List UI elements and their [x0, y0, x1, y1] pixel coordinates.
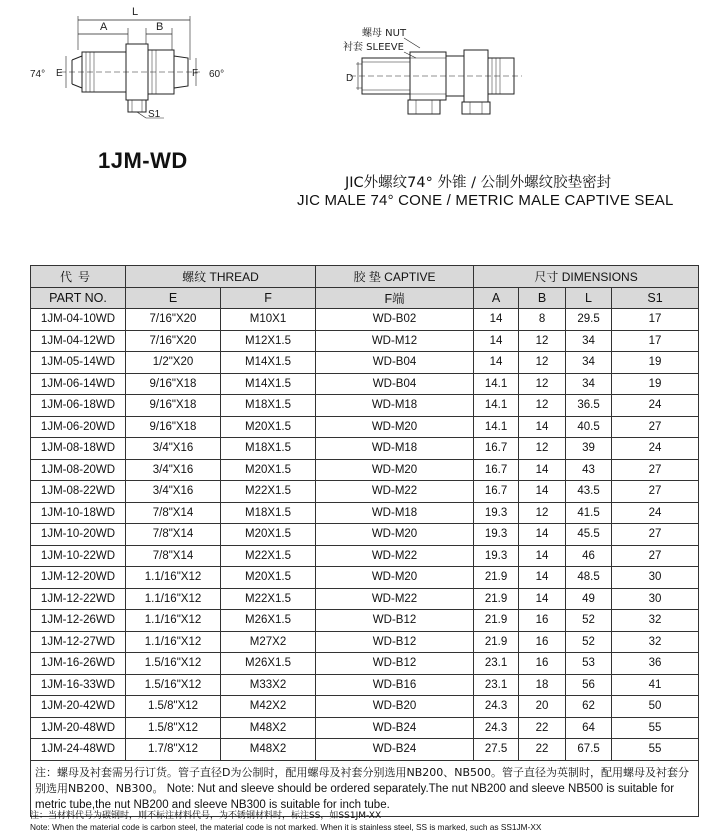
cell-dim-b: 18	[519, 674, 566, 696]
cell-dim-s1: 24	[612, 502, 699, 524]
cell-captive: WD-M20	[316, 459, 474, 481]
cell-thread-e: 1.7/8"X12	[126, 739, 221, 761]
cell-thread-e: 1/2"X20	[126, 352, 221, 374]
cell-dim-l: 48.5	[566, 567, 612, 589]
cell-dim-s1: 27	[612, 416, 699, 438]
cell-dim-s1: 30	[612, 567, 699, 589]
cell-part-no: 1JM-04-12WD	[31, 330, 126, 352]
cell-dim-a: 21.9	[474, 631, 519, 653]
cell-dim-b: 22	[519, 717, 566, 739]
dim-label-S1: S1	[148, 109, 161, 120]
cell-dim-s1: 27	[612, 545, 699, 567]
table-row	[31, 631, 699, 653]
table-row	[31, 696, 699, 718]
cell-thread-e: 7/8"X14	[126, 545, 221, 567]
cell-thread-f: M22X1.5	[221, 481, 316, 503]
table-row	[31, 416, 699, 438]
cell-dim-b: 14	[519, 416, 566, 438]
cell-dim-l: 56	[566, 674, 612, 696]
cell-captive: WD-B16	[316, 674, 474, 696]
cell-part-no: 1JM-20-48WD	[31, 717, 126, 739]
cell-dim-l: 34	[566, 330, 612, 352]
cell-dim-b: 14	[519, 459, 566, 481]
title-english: JIC MALE 74° CONE / METRIC MALE CAPTIVE SEAL	[297, 192, 674, 209]
cell-dim-l: 36.5	[566, 395, 612, 417]
cell-dim-a: 16.7	[474, 438, 519, 460]
cell-captive: WD-M18	[316, 438, 474, 460]
table-row	[31, 653, 699, 675]
cell-dim-a: 14	[474, 352, 519, 374]
table-row	[31, 739, 699, 761]
cell-thread-e: 3/4"X16	[126, 481, 221, 503]
cell-dim-l: 29.5	[566, 309, 612, 331]
cell-dim-a: 21.9	[474, 567, 519, 589]
header-e: E	[126, 287, 221, 309]
table-row	[31, 717, 699, 739]
table-row	[31, 459, 699, 481]
cell-dim-l: 39	[566, 438, 612, 460]
cell-part-no: 1JM-08-20WD	[31, 459, 126, 481]
cell-thread-e: 3/4"X16	[126, 459, 221, 481]
header-row-2	[31, 287, 699, 309]
dim-label-D: D	[346, 73, 354, 84]
cell-dim-s1: 24	[612, 395, 699, 417]
cell-dim-l: 43	[566, 459, 612, 481]
cell-captive: WD-B04	[316, 352, 474, 374]
cell-dim-b: 16	[519, 653, 566, 675]
cell-thread-e: 1.5/8"X12	[126, 717, 221, 739]
cell-thread-e: 9/16"X18	[126, 416, 221, 438]
cell-dim-s1: 55	[612, 739, 699, 761]
header-thread: 螺纹 THREAD	[126, 266, 316, 288]
cell-thread-e: 3/4"X16	[126, 438, 221, 460]
cell-captive: WD-M22	[316, 481, 474, 503]
cell-thread-e: 1.1/16"X12	[126, 567, 221, 589]
note-chinese: 注：螺母及衬套需另行订货。管子直径D为公制时，配用螺母及衬套分别选用NB200、NB500。管子直径为英制时，配用螺母及衬套分别选用NB200、NB300。	[35, 765, 690, 795]
cell-thread-e: 1.5/16"X12	[126, 674, 221, 696]
cell-dim-s1: 30	[612, 588, 699, 610]
footnote-chinese: 注：当材料代号为碳钢时，则不标注材料代号，为不锈钢材料时，标注SS，如SS1JM-XX	[30, 811, 382, 821]
cell-part-no: 1JM-24-48WD	[31, 739, 126, 761]
cell-thread-f: M48X2	[221, 739, 316, 761]
cell-thread-f: M12X1.5	[221, 330, 316, 352]
cell-part-no: 1JM-12-26WD	[31, 610, 126, 632]
cell-dim-a: 27.5	[474, 739, 519, 761]
cell-part-no: 1JM-05-14WD	[31, 352, 126, 374]
cell-thread-e: 9/16"X18	[126, 395, 221, 417]
cell-part-no: 1JM-08-18WD	[31, 438, 126, 460]
header-a: A	[474, 287, 519, 309]
cell-thread-f: M22X1.5	[221, 588, 316, 610]
table-row	[31, 481, 699, 503]
cell-captive: WD-M12	[316, 330, 474, 352]
header-code-cn: 代号	[31, 266, 126, 288]
table-row	[31, 352, 699, 374]
cell-dim-s1: 19	[612, 352, 699, 374]
cell-thread-f: M22X1.5	[221, 545, 316, 567]
table-row	[31, 524, 699, 546]
cell-captive: WD-M20	[316, 524, 474, 546]
cell-thread-f: M20X1.5	[221, 567, 316, 589]
cell-captive: WD-B12	[316, 610, 474, 632]
table-row	[31, 502, 699, 524]
header-dimensions: 尺寸 DIMENSIONS	[474, 266, 699, 288]
cell-part-no: 1JM-10-18WD	[31, 502, 126, 524]
table-row	[31, 588, 699, 610]
cell-captive: WD-B24	[316, 717, 474, 739]
cell-dim-s1: 19	[612, 373, 699, 395]
header-part-no: PART NO.	[31, 287, 126, 309]
cell-thread-f: M18X1.5	[221, 438, 316, 460]
cell-dim-b: 12	[519, 502, 566, 524]
cell-dim-l: 40.5	[566, 416, 612, 438]
header-row-1	[31, 266, 699, 288]
cell-part-no: 1JM-04-10WD	[31, 309, 126, 331]
cell-part-no: 1JM-10-22WD	[31, 545, 126, 567]
cell-dim-l: 43.5	[566, 481, 612, 503]
cell-thread-f: M48X2	[221, 717, 316, 739]
header-b: B	[519, 287, 566, 309]
cell-thread-f: M33X2	[221, 674, 316, 696]
cell-dim-b: 12	[519, 395, 566, 417]
cell-dim-s1: 17	[612, 330, 699, 352]
cell-thread-e: 1.5/16"X12	[126, 653, 221, 675]
cell-dim-l: 52	[566, 610, 612, 632]
table-row	[31, 309, 699, 331]
cell-captive: WD-M22	[316, 545, 474, 567]
cell-dim-s1: 36	[612, 653, 699, 675]
cell-dim-l: 52	[566, 631, 612, 653]
cell-dim-b: 8	[519, 309, 566, 331]
cell-dim-b: 12	[519, 373, 566, 395]
cell-dim-l: 64	[566, 717, 612, 739]
title-chinese: JIC外螺纹74° 外锥 / 公制外螺纹胶垫密封	[345, 175, 612, 191]
dim-label-E: E	[56, 68, 63, 79]
cell-dim-a: 24.3	[474, 696, 519, 718]
cell-captive: WD-M18	[316, 502, 474, 524]
cell-part-no: 1JM-20-42WD	[31, 696, 126, 718]
header-f-end: F端	[316, 287, 474, 309]
cell-dim-b: 14	[519, 524, 566, 546]
cell-thread-e: 1.1/16"X12	[126, 610, 221, 632]
cell-thread-f: M20X1.5	[221, 459, 316, 481]
header-f: F	[221, 287, 316, 309]
cell-thread-f: M27X2	[221, 631, 316, 653]
cell-dim-b: 14	[519, 481, 566, 503]
cell-thread-e: 1.1/16"X12	[126, 588, 221, 610]
cell-dim-s1: 50	[612, 696, 699, 718]
cell-dim-b: 22	[519, 739, 566, 761]
cell-thread-f: M42X2	[221, 696, 316, 718]
cell-dim-b: 16	[519, 631, 566, 653]
cell-dim-a: 21.9	[474, 610, 519, 632]
cell-dim-b: 16	[519, 610, 566, 632]
cell-captive: WD-B04	[316, 373, 474, 395]
cell-dim-s1: 55	[612, 717, 699, 739]
cell-part-no: 1JM-10-20WD	[31, 524, 126, 546]
dim-label-A: A	[100, 21, 108, 33]
dim-label-F: F	[192, 68, 199, 79]
cell-captive: WD-B12	[316, 631, 474, 653]
cell-part-no: 1JM-08-22WD	[31, 481, 126, 503]
table-row	[31, 674, 699, 696]
cell-dim-a: 24.3	[474, 717, 519, 739]
cell-thread-f: M14X1.5	[221, 352, 316, 374]
cell-dim-a: 14	[474, 309, 519, 331]
cell-thread-e: 7/8"X14	[126, 502, 221, 524]
cell-dim-a: 23.1	[474, 653, 519, 675]
cell-dim-a: 21.9	[474, 588, 519, 610]
cell-dim-l: 62	[566, 696, 612, 718]
table-row	[31, 373, 699, 395]
cell-part-no: 1JM-12-27WD	[31, 631, 126, 653]
table-row	[31, 545, 699, 567]
sleeve-label: 衬套 SLEEVE	[343, 42, 404, 53]
cell-captive: WD-M22	[316, 588, 474, 610]
cell-dim-l: 41.5	[566, 502, 612, 524]
table-row	[31, 567, 699, 589]
table-row	[31, 610, 699, 632]
footnote-english: Note: When the material code is carbon steel, the material code is not marked. When it is stainless steel, SS is marked, such as SS1JM-XX	[30, 822, 542, 832]
cell-part-no: 1JM-16-33WD	[31, 674, 126, 696]
cell-dim-a: 16.7	[474, 459, 519, 481]
cell-dim-l: 67.5	[566, 739, 612, 761]
cell-captive: WD-B02	[316, 309, 474, 331]
cell-dim-b: 12	[519, 438, 566, 460]
spec-table	[30, 265, 699, 817]
header-s1: S1	[612, 287, 699, 309]
cell-dim-a: 19.3	[474, 524, 519, 546]
cell-dim-a: 19.3	[474, 502, 519, 524]
cell-dim-l: 34	[566, 373, 612, 395]
table-row	[31, 330, 699, 352]
cell-captive: WD-M20	[316, 567, 474, 589]
table-row	[31, 395, 699, 417]
cell-thread-e: 9/16"X18	[126, 373, 221, 395]
cell-dim-a: 14.1	[474, 395, 519, 417]
header-captive: 胶 垫 CAPTIVE	[316, 266, 474, 288]
cell-dim-s1: 24	[612, 438, 699, 460]
cell-dim-l: 53	[566, 653, 612, 675]
cell-thread-f: M20X1.5	[221, 524, 316, 546]
cell-captive: WD-M20	[316, 416, 474, 438]
header-l: L	[566, 287, 612, 309]
cell-thread-e: 1.5/8"X12	[126, 696, 221, 718]
model-code: 1JM-WD	[98, 148, 188, 173]
cell-thread-f: M10X1	[221, 309, 316, 331]
cell-thread-f: M14X1.5	[221, 373, 316, 395]
cell-thread-e: 7/16"X20	[126, 330, 221, 352]
technical-drawings	[0, 0, 720, 150]
cell-dim-b: 14	[519, 567, 566, 589]
table-row	[31, 438, 699, 460]
angle-60-label: 60°	[209, 69, 225, 80]
cell-captive: WD-B24	[316, 739, 474, 761]
cell-part-no: 1JM-06-14WD	[31, 373, 126, 395]
note-english: Note: Nut and sleeve should be ordered separately.The nut NB200 and sleeve NB500 is suitable for metric tube,the nut NB200 and sleeve NB300 is suitable for inch tube.	[35, 782, 675, 811]
cell-dim-s1: 27	[612, 524, 699, 546]
cell-part-no: 1JM-12-20WD	[31, 567, 126, 589]
cell-dim-b: 12	[519, 330, 566, 352]
cell-dim-s1: 32	[612, 610, 699, 632]
cell-dim-b: 12	[519, 352, 566, 374]
cell-part-no: 1JM-16-26WD	[31, 653, 126, 675]
cell-thread-f: M20X1.5	[221, 416, 316, 438]
cell-thread-e: 7/16"X20	[126, 309, 221, 331]
cell-dim-l: 46	[566, 545, 612, 567]
cell-dim-s1: 17	[612, 309, 699, 331]
cell-thread-f: M26X1.5	[221, 610, 316, 632]
dim-label-B: B	[156, 21, 164, 33]
cell-dim-a: 23.1	[474, 674, 519, 696]
cell-dim-a: 19.3	[474, 545, 519, 567]
cell-captive: WD-B12	[316, 653, 474, 675]
cell-part-no: 1JM-06-20WD	[31, 416, 126, 438]
cell-dim-l: 45.5	[566, 524, 612, 546]
nut-label: 螺母 NUT	[362, 28, 407, 39]
left-fitting-drawing	[30, 6, 224, 120]
cell-thread-e: 1.1/16"X12	[126, 631, 221, 653]
cell-dim-s1: 41	[612, 674, 699, 696]
cell-dim-s1: 27	[612, 481, 699, 503]
cell-thread-f: M18X1.5	[221, 395, 316, 417]
cell-dim-a: 16.7	[474, 481, 519, 503]
cell-dim-a: 14.1	[474, 373, 519, 395]
cell-dim-b: 14	[519, 545, 566, 567]
right-assembly-drawing	[343, 26, 522, 114]
cell-dim-l: 49	[566, 588, 612, 610]
cell-dim-b: 20	[519, 696, 566, 718]
dim-label-L: L	[132, 6, 139, 18]
cell-thread-f: M26X1.5	[221, 653, 316, 675]
cell-part-no: 1JM-06-18WD	[31, 395, 126, 417]
cell-captive: WD-B20	[316, 696, 474, 718]
cell-thread-e: 7/8"X14	[126, 524, 221, 546]
cell-thread-f: M18X1.5	[221, 502, 316, 524]
cell-dim-l: 34	[566, 352, 612, 374]
cell-part-no: 1JM-12-22WD	[31, 588, 126, 610]
cell-dim-b: 14	[519, 588, 566, 610]
cell-captive: WD-M18	[316, 395, 474, 417]
angle-74-label: 74°	[30, 69, 46, 80]
cell-dim-s1: 27	[612, 459, 699, 481]
cell-dim-s1: 32	[612, 631, 699, 653]
cell-dim-a: 14	[474, 330, 519, 352]
cell-dim-a: 14.1	[474, 416, 519, 438]
